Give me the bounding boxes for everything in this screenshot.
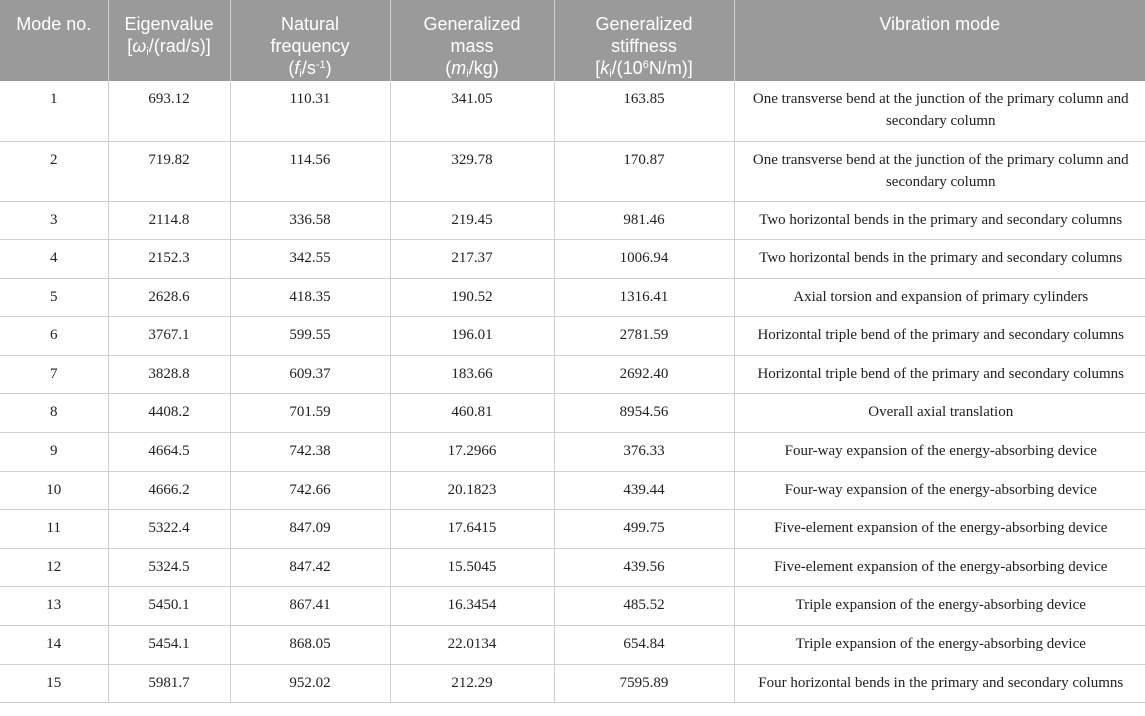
header-mode-no: Mode no. bbox=[0, 0, 108, 81]
cell-mode-no: 1 bbox=[0, 81, 108, 141]
cell-generalized-stiffness: 8954.56 bbox=[554, 394, 734, 433]
cell-eigenvalue: 2114.8 bbox=[108, 201, 230, 240]
cell-natural-frequency: 418.35 bbox=[230, 278, 390, 317]
cell-natural-frequency: 342.55 bbox=[230, 240, 390, 279]
cell-mode-no: 12 bbox=[0, 548, 108, 587]
cell-generalized-mass: 16.3454 bbox=[390, 587, 554, 626]
cell-eigenvalue: 5450.1 bbox=[108, 587, 230, 626]
table-row bbox=[0, 510, 1145, 549]
cell-vibration-mode: Horizontal triple bend of the primary and secondary columns bbox=[734, 355, 1145, 394]
cell-natural-frequency: 110.31 bbox=[230, 81, 390, 141]
table-row bbox=[0, 278, 1145, 317]
cell-generalized-stiffness: 439.56 bbox=[554, 548, 734, 587]
cell-generalized-mass: 190.52 bbox=[390, 278, 554, 317]
table-row bbox=[0, 664, 1145, 703]
cell-generalized-stiffness: 485.52 bbox=[554, 587, 734, 626]
cell-eigenvalue: 5324.5 bbox=[108, 548, 230, 587]
cell-vibration-mode: Triple expansion of the energy-absorbing device bbox=[734, 626, 1145, 665]
cell-vibration-mode: Axial torsion and expansion of primary cylinders bbox=[734, 278, 1145, 317]
cell-generalized-stiffness: 1006.94 bbox=[554, 240, 734, 279]
cell-vibration-mode: Five-element expansion of the energy-absorbing device bbox=[734, 510, 1145, 549]
cell-natural-frequency: 609.37 bbox=[230, 355, 390, 394]
cell-mode-no: 10 bbox=[0, 471, 108, 510]
cell-mode-no: 2 bbox=[0, 141, 108, 201]
cell-generalized-stiffness: 376.33 bbox=[554, 433, 734, 472]
cell-vibration-mode: Five-element expansion of the energy-absorbing device bbox=[734, 548, 1145, 587]
cell-generalized-mass: 460.81 bbox=[390, 394, 554, 433]
cell-vibration-mode: Four-way expansion of the energy-absorbing device bbox=[734, 433, 1145, 472]
cell-eigenvalue: 5981.7 bbox=[108, 664, 230, 703]
cell-natural-frequency: 867.41 bbox=[230, 587, 390, 626]
header-row bbox=[0, 0, 1145, 81]
cell-generalized-stiffness: 1316.41 bbox=[554, 278, 734, 317]
cell-mode-no: 15 bbox=[0, 664, 108, 703]
cell-eigenvalue: 5322.4 bbox=[108, 510, 230, 549]
table-row bbox=[0, 355, 1145, 394]
cell-mode-no: 13 bbox=[0, 587, 108, 626]
cell-generalized-stiffness: 170.87 bbox=[554, 141, 734, 201]
table-row bbox=[0, 141, 1145, 201]
cell-generalized-stiffness: 7595.89 bbox=[554, 664, 734, 703]
cell-vibration-mode: Triple expansion of the energy-absorbing device bbox=[734, 587, 1145, 626]
cell-generalized-mass: 17.2966 bbox=[390, 433, 554, 472]
header-generalized-stiffness: Generalized stiffness $[k_i/(10^6N/m)]$ bbox=[554, 0, 734, 81]
table-row bbox=[0, 240, 1145, 279]
table-row bbox=[0, 433, 1145, 472]
cell-generalized-mass: 217.37 bbox=[390, 240, 554, 279]
cell-mode-no: 5 bbox=[0, 278, 108, 317]
cell-natural-frequency: 847.42 bbox=[230, 548, 390, 587]
cell-generalized-mass: 22.0134 bbox=[390, 626, 554, 665]
cell-natural-frequency: 114.56 bbox=[230, 141, 390, 201]
cell-natural-frequency: 952.02 bbox=[230, 664, 390, 703]
cell-natural-frequency: 336.58 bbox=[230, 201, 390, 240]
cell-eigenvalue: 4664.5 bbox=[108, 433, 230, 472]
cell-mode-no: 8 bbox=[0, 394, 108, 433]
cell-generalized-mass: 17.6415 bbox=[390, 510, 554, 549]
cell-mode-no: 9 bbox=[0, 433, 108, 472]
cell-generalized-stiffness: 163.85 bbox=[554, 81, 734, 141]
cell-vibration-mode: Two horizontal bends in the primary and secondary columns bbox=[734, 240, 1145, 279]
cell-eigenvalue: 4408.2 bbox=[108, 394, 230, 433]
cell-mode-no: 7 bbox=[0, 355, 108, 394]
cell-eigenvalue: 693.12 bbox=[108, 81, 230, 141]
cell-generalized-mass: 341.05 bbox=[390, 81, 554, 141]
cell-eigenvalue: 3767.1 bbox=[108, 317, 230, 356]
cell-natural-frequency: 847.09 bbox=[230, 510, 390, 549]
cell-generalized-stiffness: 499.75 bbox=[554, 510, 734, 549]
cell-generalized-mass: 212.29 bbox=[390, 664, 554, 703]
table-row bbox=[0, 201, 1145, 240]
cell-vibration-mode: One transverse bend at the junction of the primary column and secondary column bbox=[734, 81, 1145, 141]
header-natural-frequency: Natural frequency $(f_i/s^{-1})$ bbox=[230, 0, 390, 81]
cell-mode-no: 3 bbox=[0, 201, 108, 240]
header-generalized-mass: Generalized mass $(m_i/kg)$ bbox=[390, 0, 554, 81]
cell-natural-frequency: 599.55 bbox=[230, 317, 390, 356]
cell-eigenvalue: 2152.3 bbox=[108, 240, 230, 279]
header-vibration-mode: Vibration mode bbox=[734, 0, 1145, 81]
table-row bbox=[0, 626, 1145, 665]
cell-eigenvalue: 719.82 bbox=[108, 141, 230, 201]
cell-vibration-mode: Two horizontal bends in the primary and secondary columns bbox=[734, 201, 1145, 240]
cell-generalized-stiffness: 981.46 bbox=[554, 201, 734, 240]
cell-mode-no: 6 bbox=[0, 317, 108, 356]
cell-vibration-mode: Four horizontal bends in the primary and secondary columns bbox=[734, 664, 1145, 703]
cell-generalized-mass: 15.5045 bbox=[390, 548, 554, 587]
cell-vibration-mode: One transverse bend at the junction of the primary column and secondary column bbox=[734, 141, 1145, 201]
table-row bbox=[0, 394, 1145, 433]
table-row bbox=[0, 471, 1145, 510]
table-row bbox=[0, 81, 1145, 141]
cell-vibration-mode: Overall axial translation bbox=[734, 394, 1145, 433]
cell-vibration-mode: Four-way expansion of the energy-absorbing device bbox=[734, 471, 1145, 510]
table-row bbox=[0, 587, 1145, 626]
cell-natural-frequency: 868.05 bbox=[230, 626, 390, 665]
cell-generalized-mass: 219.45 bbox=[390, 201, 554, 240]
cell-eigenvalue: 3828.8 bbox=[108, 355, 230, 394]
cell-generalized-stiffness: 2692.40 bbox=[554, 355, 734, 394]
table-row bbox=[0, 548, 1145, 587]
table-row bbox=[0, 317, 1145, 356]
cell-natural-frequency: 742.66 bbox=[230, 471, 390, 510]
cell-mode-no: 4 bbox=[0, 240, 108, 279]
cell-generalized-mass: 20.1823 bbox=[390, 471, 554, 510]
cell-generalized-mass: 183.66 bbox=[390, 355, 554, 394]
cell-vibration-mode: Horizontal triple bend of the primary and secondary columns bbox=[734, 317, 1145, 356]
cell-natural-frequency: 701.59 bbox=[230, 394, 390, 433]
cell-mode-no: 14 bbox=[0, 626, 108, 665]
cell-generalized-stiffness: 654.84 bbox=[554, 626, 734, 665]
cell-eigenvalue: 5454.1 bbox=[108, 626, 230, 665]
cell-generalized-stiffness: 439.44 bbox=[554, 471, 734, 510]
cell-generalized-mass: 329.78 bbox=[390, 141, 554, 201]
cell-mode-no: 11 bbox=[0, 510, 108, 549]
cell-eigenvalue: 2628.6 bbox=[108, 278, 230, 317]
cell-natural-frequency: 742.38 bbox=[230, 433, 390, 472]
cell-eigenvalue: 4666.2 bbox=[108, 471, 230, 510]
cell-generalized-mass: 196.01 bbox=[390, 317, 554, 356]
header-eigenvalue: Eigenvalue $[\omega_i/(rad/s)]$ bbox=[108, 0, 230, 81]
cell-generalized-stiffness: 2781.59 bbox=[554, 317, 734, 356]
